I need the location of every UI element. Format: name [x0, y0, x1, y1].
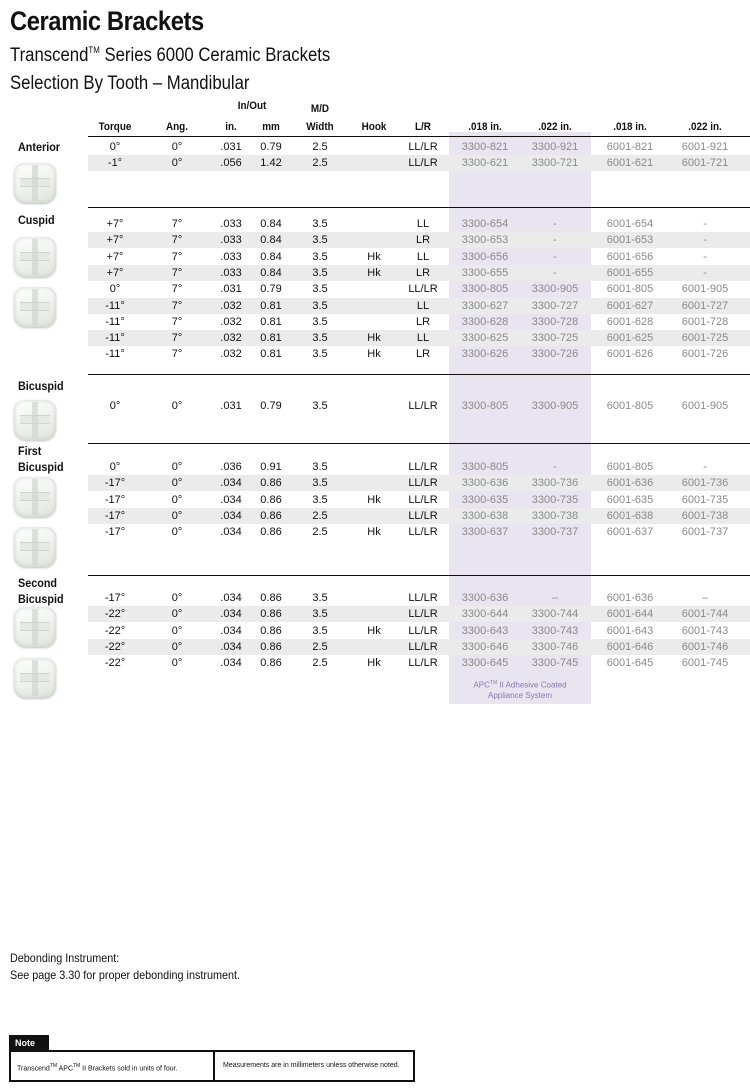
cell-width: 3.5 [312, 624, 328, 637]
cell-022: - [703, 250, 707, 263]
cell-lr: LL/LR [408, 283, 438, 296]
cell-in: .033 [220, 234, 242, 247]
cell-torque: -22° [104, 657, 126, 670]
ceramic-bracket-image [14, 163, 56, 203]
cell-022: - [703, 461, 707, 473]
cell-022-apc: 3300-905 [531, 400, 579, 412]
note-tab: Note [9, 1035, 49, 1052]
cell-018-apc: 3300-644 [461, 608, 509, 621]
cell-ang: 0° [171, 461, 183, 473]
cell-width: 3.5 [312, 234, 328, 247]
cell-lr: LR [415, 266, 431, 279]
cell-torque: -11° [105, 299, 125, 312]
cell-018: 6001-625 [606, 332, 654, 345]
header-018-apc: .018 in. [468, 121, 502, 133]
header-mm: mm [262, 121, 280, 133]
cell-022: – [701, 592, 709, 604]
cell-mm: 0.86 [260, 624, 282, 637]
cell-022-apc: 3300-726 [531, 348, 579, 361]
cell-022-apc: 3300-738 [531, 509, 579, 522]
ceramic-bracket-image [14, 400, 56, 440]
cell-018-apc: 3300-653 [461, 234, 509, 247]
cell-018-apc: 3300-635 [461, 493, 509, 506]
cell-hook [350, 216, 398, 232]
cell-mm: 0.86 [260, 592, 282, 604]
cell-ang: 7° [171, 348, 183, 361]
header-rule [88, 136, 750, 137]
ceramic-bracket-image [14, 477, 56, 517]
cell-torque: +7° [106, 234, 124, 247]
cell-ang: 0° [171, 477, 183, 490]
cell-ang: 7° [171, 234, 183, 247]
cell-lr: LL [416, 332, 430, 345]
cell-hook [350, 155, 398, 171]
cell-ang: 0° [171, 657, 183, 670]
cell-lr: LL/LR [408, 400, 438, 412]
cell-lr: LL/LR [408, 141, 438, 153]
cell-ang: 0° [171, 400, 183, 412]
cell-022-apc: – [551, 592, 559, 604]
section-label: Anterior [18, 140, 61, 154]
cell-ang: 7° [171, 283, 183, 296]
section-label: Cuspid [18, 213, 55, 227]
cell-hook [350, 139, 398, 155]
cell-ang: 0° [171, 526, 183, 539]
cell-lr: LL/LR [408, 608, 438, 621]
cell-018-apc: 3300-805 [461, 461, 509, 473]
cell-in: .034 [220, 526, 242, 539]
cell-018: 6001-656 [606, 250, 654, 263]
cell-018: 6001-637 [606, 526, 654, 539]
cell-in: .031 [220, 400, 242, 412]
header-md: M/D [310, 103, 330, 115]
cell-torque: 0° [109, 141, 121, 153]
cell-hook [350, 232, 398, 248]
cell-ang: 0° [171, 608, 183, 621]
cell-022-apc: - [553, 250, 557, 263]
cell-lr: LL/LR [408, 526, 438, 539]
cell-hook [350, 298, 398, 314]
cell-width: 2.5 [312, 509, 328, 522]
cell-018: 6001-805 [606, 400, 654, 412]
cell-ang: 7° [171, 266, 183, 279]
cell-022-apc: 3300-727 [531, 299, 579, 312]
cell-mm: 0.86 [260, 477, 282, 490]
cell-018: 6001-636 [606, 477, 654, 490]
cell-torque: -11° [105, 332, 125, 345]
cell-ang: 0° [171, 640, 183, 653]
cell-width: 3.5 [312, 266, 328, 279]
header-ang: Ang. [165, 121, 188, 133]
cell-022: 6001-746 [681, 640, 729, 653]
header-in-out: In/Out [237, 100, 267, 112]
note-measurements: Measurements are in millimeters unless otherwise noted. [223, 1062, 400, 1069]
cell-mm: 0.79 [260, 141, 282, 153]
cell-018-apc: 3300-628 [461, 315, 509, 328]
cell-hook [350, 314, 398, 330]
cell-torque: +7° [106, 266, 124, 279]
cell-018-apc: 3300-655 [461, 266, 509, 279]
cell-018-apc: 3300-626 [461, 348, 509, 361]
cell-in: .034 [220, 608, 242, 621]
cell-torque: +7° [106, 218, 124, 230]
cell-ang: 0° [171, 141, 183, 153]
cell-018: 6001-627 [606, 299, 654, 312]
cell-018-apc: 3300-646 [461, 640, 509, 653]
note-units: Transcend™ APC™ II Brackets sold in units of four. [17, 1063, 178, 1073]
cell-mm: 0.86 [260, 526, 282, 539]
cell-torque: -17° [104, 477, 126, 490]
cell-022: 6001-725 [681, 332, 729, 345]
cell-mm: 0.84 [260, 266, 282, 279]
cell-018-apc: 3300-654 [461, 218, 509, 230]
cell-torque: -17° [104, 493, 126, 506]
note-divider [213, 1052, 215, 1080]
cell-lr: LL [416, 218, 430, 230]
page-subtitle-series: Transcend™ Series 6000 Ceramic Brackets [10, 45, 331, 66]
cell-022-apc: 3300-746 [531, 640, 579, 653]
cell-022: - [703, 234, 707, 247]
cell-torque: 0° [109, 283, 121, 296]
cell-lr: LL/LR [408, 624, 438, 637]
cell-mm: 0.81 [260, 315, 282, 328]
cell-hook: Hk [367, 332, 381, 345]
cell-018-apc: 3300-625 [461, 332, 509, 345]
cell-018: 6001-635 [606, 493, 654, 506]
section-rule [88, 207, 750, 208]
cell-018-apc: 3300-805 [461, 283, 509, 296]
cell-018: 6001-654 [606, 218, 654, 230]
ceramic-bracket-image [14, 527, 56, 567]
cell-mm: 0.86 [260, 509, 282, 522]
cell-022: 6001-743 [681, 624, 729, 637]
cell-hook [350, 606, 398, 622]
cell-lr: LR [415, 348, 431, 361]
cell-018: 6001-644 [606, 608, 654, 621]
ceramic-bracket-image [14, 237, 56, 277]
cell-mm: 0.91 [260, 461, 282, 473]
cell-018: 6001-646 [606, 640, 654, 653]
cell-lr: LL/LR [408, 157, 438, 170]
cell-022-apc: 3300-921 [531, 141, 579, 153]
cell-ang: 7° [171, 332, 183, 345]
note-box [9, 1050, 415, 1082]
cell-width: 3.5 [312, 332, 328, 345]
cell-in: .034 [220, 640, 242, 653]
cell-hook [350, 475, 398, 491]
cell-ang: 7° [171, 299, 183, 312]
cell-018-apc: 3300-805 [461, 400, 509, 412]
cell-022-apc: - [553, 266, 557, 279]
cell-width: 3.5 [312, 250, 328, 263]
ceramic-bracket-image [14, 658, 56, 698]
cell-mm: 0.84 [260, 234, 282, 247]
cell-torque: -17° [104, 592, 126, 604]
cell-hook [350, 590, 398, 606]
cell-022: 6001-728 [681, 315, 729, 328]
header-022: .022 in. [688, 121, 722, 133]
cell-ang: 0° [171, 493, 183, 506]
header-022-apc: .022 in. [538, 121, 572, 133]
cell-in: .032 [220, 299, 242, 312]
cell-width: 3.5 [312, 299, 328, 312]
cell-mm: 0.86 [260, 640, 282, 653]
cell-ang: 0° [171, 624, 183, 637]
cell-mm: 0.81 [260, 332, 282, 345]
cell-018: 6001-638 [606, 509, 654, 522]
ceramic-bracket-image [14, 287, 56, 327]
ceramic-bracket-image [14, 607, 56, 647]
section-rule [88, 575, 750, 576]
cell-in: .034 [220, 624, 242, 637]
cell-lr: LR [415, 234, 431, 247]
cell-lr: LL [416, 299, 430, 312]
cell-in: .034 [220, 657, 242, 670]
cell-hook: Hk [367, 657, 381, 670]
cell-in: .034 [220, 509, 242, 522]
cell-in: .036 [220, 461, 242, 473]
cell-mm: 0.86 [260, 608, 282, 621]
cell-hook: Hk [367, 624, 381, 637]
cell-lr: LL/LR [408, 509, 438, 522]
cell-018-apc: 3300-636 [461, 477, 509, 490]
cell-018: 6001-805 [606, 461, 654, 473]
cell-ang: 7° [171, 315, 183, 328]
cell-022: 6001-905 [681, 400, 729, 412]
cell-022: 6001-726 [681, 348, 729, 361]
cell-022: 6001-744 [681, 608, 729, 621]
cell-hook [350, 639, 398, 655]
cell-width: 3.5 [312, 400, 328, 412]
cell-022: 6001-721 [681, 157, 729, 170]
section-label: Bicuspid [18, 379, 64, 393]
cell-in: .034 [220, 477, 242, 490]
cell-mm: 0.84 [260, 218, 282, 230]
cell-width: 3.5 [312, 592, 328, 604]
cell-torque: 0° [109, 400, 121, 412]
cell-018: 6001-628 [606, 315, 654, 328]
cell-lr: LL/LR [408, 657, 438, 670]
cell-lr: LL/LR [408, 477, 438, 490]
cell-in: .033 [220, 250, 242, 263]
section-label: First Bicuspid [18, 444, 64, 474]
section-rule [88, 374, 750, 375]
cell-022-apc: 3300-736 [531, 477, 579, 490]
cell-width: 2.5 [312, 526, 328, 539]
cell-018: 6001-655 [606, 266, 654, 279]
cell-022-apc: - [553, 234, 557, 247]
cell-in: .032 [220, 315, 242, 328]
cell-width: 2.5 [312, 141, 328, 153]
section-label: Second Bicuspid [18, 576, 64, 606]
cell-018-apc: 3300-621 [461, 157, 509, 170]
page-title: Ceramic Brackets [10, 6, 204, 36]
cell-022-apc: 3300-744 [531, 608, 579, 621]
cell-width: 3.5 [312, 348, 328, 361]
cell-hook: Hk [367, 348, 381, 361]
cell-torque: -22° [104, 640, 126, 653]
cell-022: 6001-905 [681, 283, 729, 296]
header-018: .018 in. [613, 121, 647, 133]
cell-018-apc: 3300-637 [461, 526, 509, 539]
cell-018: 6001-821 [606, 141, 654, 153]
cell-lr: LR [415, 315, 431, 328]
cell-018: 6001-805 [606, 283, 654, 296]
cell-hook [350, 398, 398, 414]
cell-022-apc: 3300-725 [531, 332, 579, 345]
cell-022-apc: - [553, 218, 557, 230]
cell-018: 6001-636 [606, 592, 654, 604]
cell-torque: +7° [106, 250, 124, 263]
cell-mm: 0.84 [260, 250, 282, 263]
apc-column-note: APC™ II Adhesive Coated Appliance System [473, 680, 567, 700]
cell-hook [350, 508, 398, 524]
cell-022: - [703, 266, 707, 279]
cell-022: - [703, 218, 707, 230]
cell-mm: 0.79 [260, 283, 282, 296]
cell-in: .033 [220, 218, 242, 230]
header-torque: Torque [98, 121, 132, 133]
cell-018: 6001-645 [606, 657, 654, 670]
cell-018-apc: 3300-821 [461, 141, 509, 153]
cell-in: .056 [220, 157, 242, 170]
cell-mm: 0.86 [260, 657, 282, 670]
cell-022-apc: 3300-735 [531, 493, 579, 506]
cell-lr: LL/LR [408, 640, 438, 653]
cell-018: 6001-653 [606, 234, 654, 247]
cell-018-apc: 3300-643 [461, 624, 509, 637]
cell-in: .033 [220, 266, 242, 279]
cell-in: .034 [220, 493, 242, 506]
cell-torque: -11° [105, 348, 125, 361]
header-in: in. [225, 121, 237, 133]
cell-width: 3.5 [312, 477, 328, 490]
cell-022-apc: 3300-905 [531, 283, 579, 296]
cell-hook: Hk [367, 266, 381, 279]
cell-018-apc: 3300-638 [461, 509, 509, 522]
cell-022: 6001-745 [681, 657, 729, 670]
cell-022: 6001-736 [681, 477, 729, 490]
cell-in: .032 [220, 332, 242, 345]
cell-torque: -17° [104, 526, 126, 539]
cell-width: 3.5 [312, 493, 328, 506]
cell-width: 3.5 [312, 283, 328, 296]
cell-hook [350, 459, 398, 475]
cell-in: .032 [220, 348, 242, 361]
cell-mm: 0.86 [260, 493, 282, 506]
cell-018-apc: 3300-645 [461, 657, 509, 670]
cell-ang: 7° [171, 250, 183, 263]
cell-022-apc: 3300-728 [531, 315, 579, 328]
cell-hook: Hk [367, 250, 381, 263]
cell-ang: 7° [171, 218, 183, 230]
cell-022: 6001-735 [681, 493, 729, 506]
cell-018-apc: 3300-636 [461, 592, 509, 604]
cell-mm: 0.81 [260, 348, 282, 361]
cell-lr: LL [416, 250, 430, 263]
cell-width: 3.5 [312, 461, 328, 473]
cell-mm: 0.79 [260, 400, 282, 412]
cell-width: 3.5 [312, 608, 328, 621]
cell-ang: 0° [171, 509, 183, 522]
cell-018: 6001-626 [606, 348, 654, 361]
page-subtitle-selection: Selection By Tooth – Mandibular [10, 73, 250, 94]
cell-width: 3.5 [312, 315, 328, 328]
cell-torque: -17° [104, 509, 126, 522]
cell-torque: -22° [104, 624, 126, 637]
header-lr: L/R [415, 121, 431, 133]
cell-ang: 0° [171, 157, 183, 170]
cell-mm: 0.81 [260, 299, 282, 312]
cell-hook [350, 281, 398, 297]
cell-022: 6001-737 [681, 526, 729, 539]
cell-torque: -1° [107, 157, 123, 170]
cell-width: 2.5 [312, 640, 328, 653]
header-hook: Hook [361, 121, 387, 133]
cell-lr: LL/LR [408, 461, 438, 473]
cell-width: 2.5 [312, 657, 328, 670]
cell-lr: LL/LR [408, 493, 438, 506]
cell-in: .031 [220, 141, 242, 153]
cell-022-apc: 3300-745 [531, 657, 579, 670]
cell-022: 6001-921 [681, 141, 729, 153]
cell-torque: -11° [105, 315, 125, 328]
cell-018: 6001-621 [606, 157, 654, 170]
section-rule [88, 443, 750, 444]
debonding-text: See page 3.30 for proper debonding instrument. [10, 968, 240, 982]
cell-hook: Hk [367, 493, 381, 506]
cell-mm: 1.42 [260, 157, 282, 170]
cell-022: 6001-727 [681, 299, 729, 312]
cell-018-apc: 3300-627 [461, 299, 509, 312]
cell-width: 2.5 [312, 157, 328, 170]
cell-in: .031 [220, 283, 242, 296]
cell-width: 3.5 [312, 218, 328, 230]
cell-022: 6001-738 [681, 509, 729, 522]
debonding-label: Debonding Instrument: [10, 951, 120, 965]
cell-torque: -22° [104, 608, 126, 621]
cell-022-apc: 3300-743 [531, 624, 579, 637]
cell-in: .034 [220, 592, 242, 604]
cell-torque: 0° [109, 461, 121, 473]
header-width: Width [306, 121, 334, 133]
cell-ang: 0° [171, 592, 183, 604]
cell-lr: LL/LR [408, 592, 438, 604]
cell-018-apc: 3300-656 [461, 250, 509, 263]
cell-hook: Hk [367, 526, 381, 539]
cell-022-apc: - [553, 461, 557, 473]
cell-022-apc: 3300-721 [531, 157, 579, 170]
cell-018: 6001-643 [606, 624, 654, 637]
cell-022-apc: 3300-737 [531, 526, 579, 539]
